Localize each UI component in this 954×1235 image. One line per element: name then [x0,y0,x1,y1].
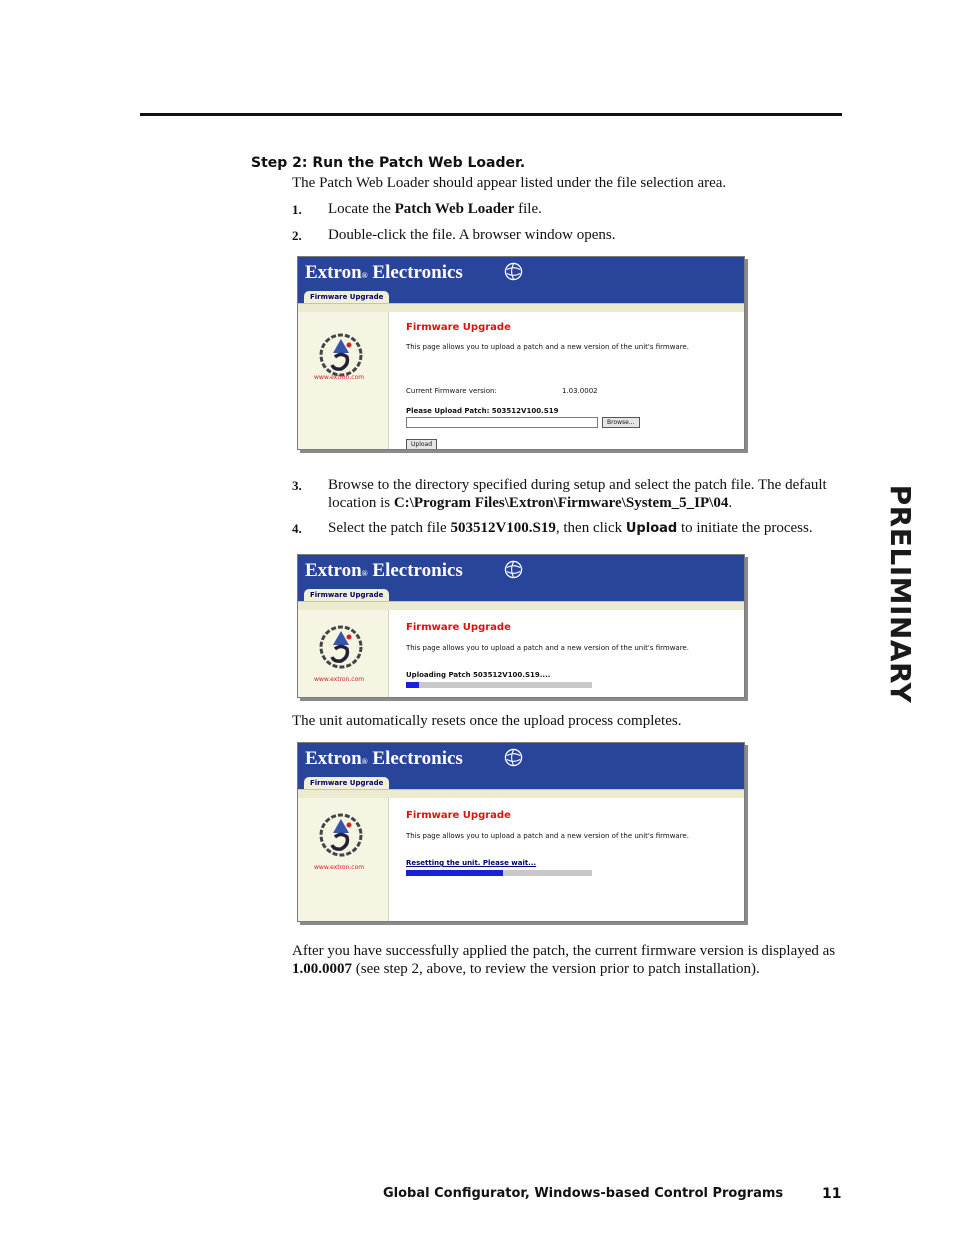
list-item-4: 4. Select the patch file 503512V100.S19, then click Upload to initiate the process. [292,520,813,536]
list-number: 2. [292,228,302,243]
preliminary-side-tag: PRELIMINARY [884,484,917,704]
list-item-1: 1. Locate the Patch Web Loader file. [292,201,542,217]
page-description: This page allows you to upload a patch and a new version of the unit's firmware. [406,832,689,840]
default-location-path: C:\Program Files\Extron\Firmware\System_5_IP\04 [393,494,729,511]
intro-paragraph: The Patch Web Loader should appear listed under the file selection area. [292,175,727,191]
current-firmware-value: 1.03.0002 [562,387,598,395]
extron-globe-icon [504,560,523,579]
service-logo-icon [318,624,364,670]
extron-banner [298,743,744,777]
extron-url[interactable]: www.extron.com [314,864,365,871]
extron-logo-text: Extron® Electronics [305,560,463,581]
list-item-3: 3. Browse to the directory specified during setup and select the patch file. The default location is C:\Program Files\Extron\Firmware\System_5_IP\04. [292,477,827,511]
page-description: This page allows you to upload a patch and a new version of the unit's firmware. [406,343,689,351]
upload-progress-fill [406,682,419,688]
page-title: Firmware Upgrade [406,322,511,333]
service-logo-icon [318,812,364,858]
page-title: Firmware Upgrade [406,810,511,821]
side-panel [298,312,389,449]
extron-globe-icon [504,262,523,281]
extron-globe-icon [504,748,523,767]
upload-progress-bar [406,682,592,688]
browse-button[interactable]: Browse... [602,417,640,428]
list-number: 4. [292,521,302,536]
page-description: This page allows you to upload a patch and a new version of the unit's firmware. [406,644,689,652]
resetting-status: Resetting the unit. Please wait... [406,859,537,867]
patch-web-loader-term: Patch Web Loader [394,201,515,217]
page-title: Firmware Upgrade [406,622,511,633]
tab-firmware-upgrade[interactable]: Firmware Upgrade [304,589,389,601]
patch-file-name: 503512V100.S19 [450,520,556,536]
side-panel [298,798,389,921]
side-panel [298,610,389,697]
extron-url[interactable]: www.extron.com [314,374,365,381]
tab-firmware-upgrade[interactable]: Firmware Upgrade [304,777,389,789]
page-number: 11 [822,1186,842,1202]
patch-file-input[interactable] [406,417,598,428]
extron-url[interactable]: www.extron.com [314,676,365,683]
extron-logo-text: Extron® Electronics [305,262,463,283]
uploading-status: Uploading Patch 503512V100.S19.... [406,671,551,679]
reset-note: The unit automatically resets once the upload process completes. [292,713,682,729]
extron-banner [298,555,744,589]
service-logo-icon [318,332,364,378]
firmware-upgrade-screenshot-3 [297,742,745,922]
firmware-upgrade-screenshot-1 [297,256,745,450]
extron-banner [298,257,744,291]
new-firmware-version: 1.00.0007 [292,961,352,977]
list-item-2: 2. Double-click the file. A browser window opens. [292,227,616,243]
list-number: 1. [292,202,302,217]
upload-patch-label: Please Upload Patch: 503512V100.S19 [406,407,559,415]
step-heading: Step 2: Run the Patch Web Loader. [251,155,526,171]
extron-logo-text: Extron® Electronics [305,748,463,769]
upload-button[interactable]: Upload [406,439,437,450]
reset-progress-fill [406,870,503,876]
current-firmware-label: Current Firmware version: [406,387,497,395]
tab-firmware-upgrade[interactable]: Firmware Upgrade [304,291,389,303]
top-rule [140,113,842,116]
reset-progress-bar [406,870,592,876]
upload-term: Upload [625,521,678,536]
footer-title: Global Configurator, Windows-based Control Programs [383,1186,784,1201]
list-number: 3. [292,478,302,493]
firmware-upgrade-screenshot-2 [297,554,745,698]
final-paragraph: After you have successfully applied the patch, the current firmware version is displayed as 1.00.0007 (see step 2, above, to review the version prior to patch installation). [292,943,836,977]
